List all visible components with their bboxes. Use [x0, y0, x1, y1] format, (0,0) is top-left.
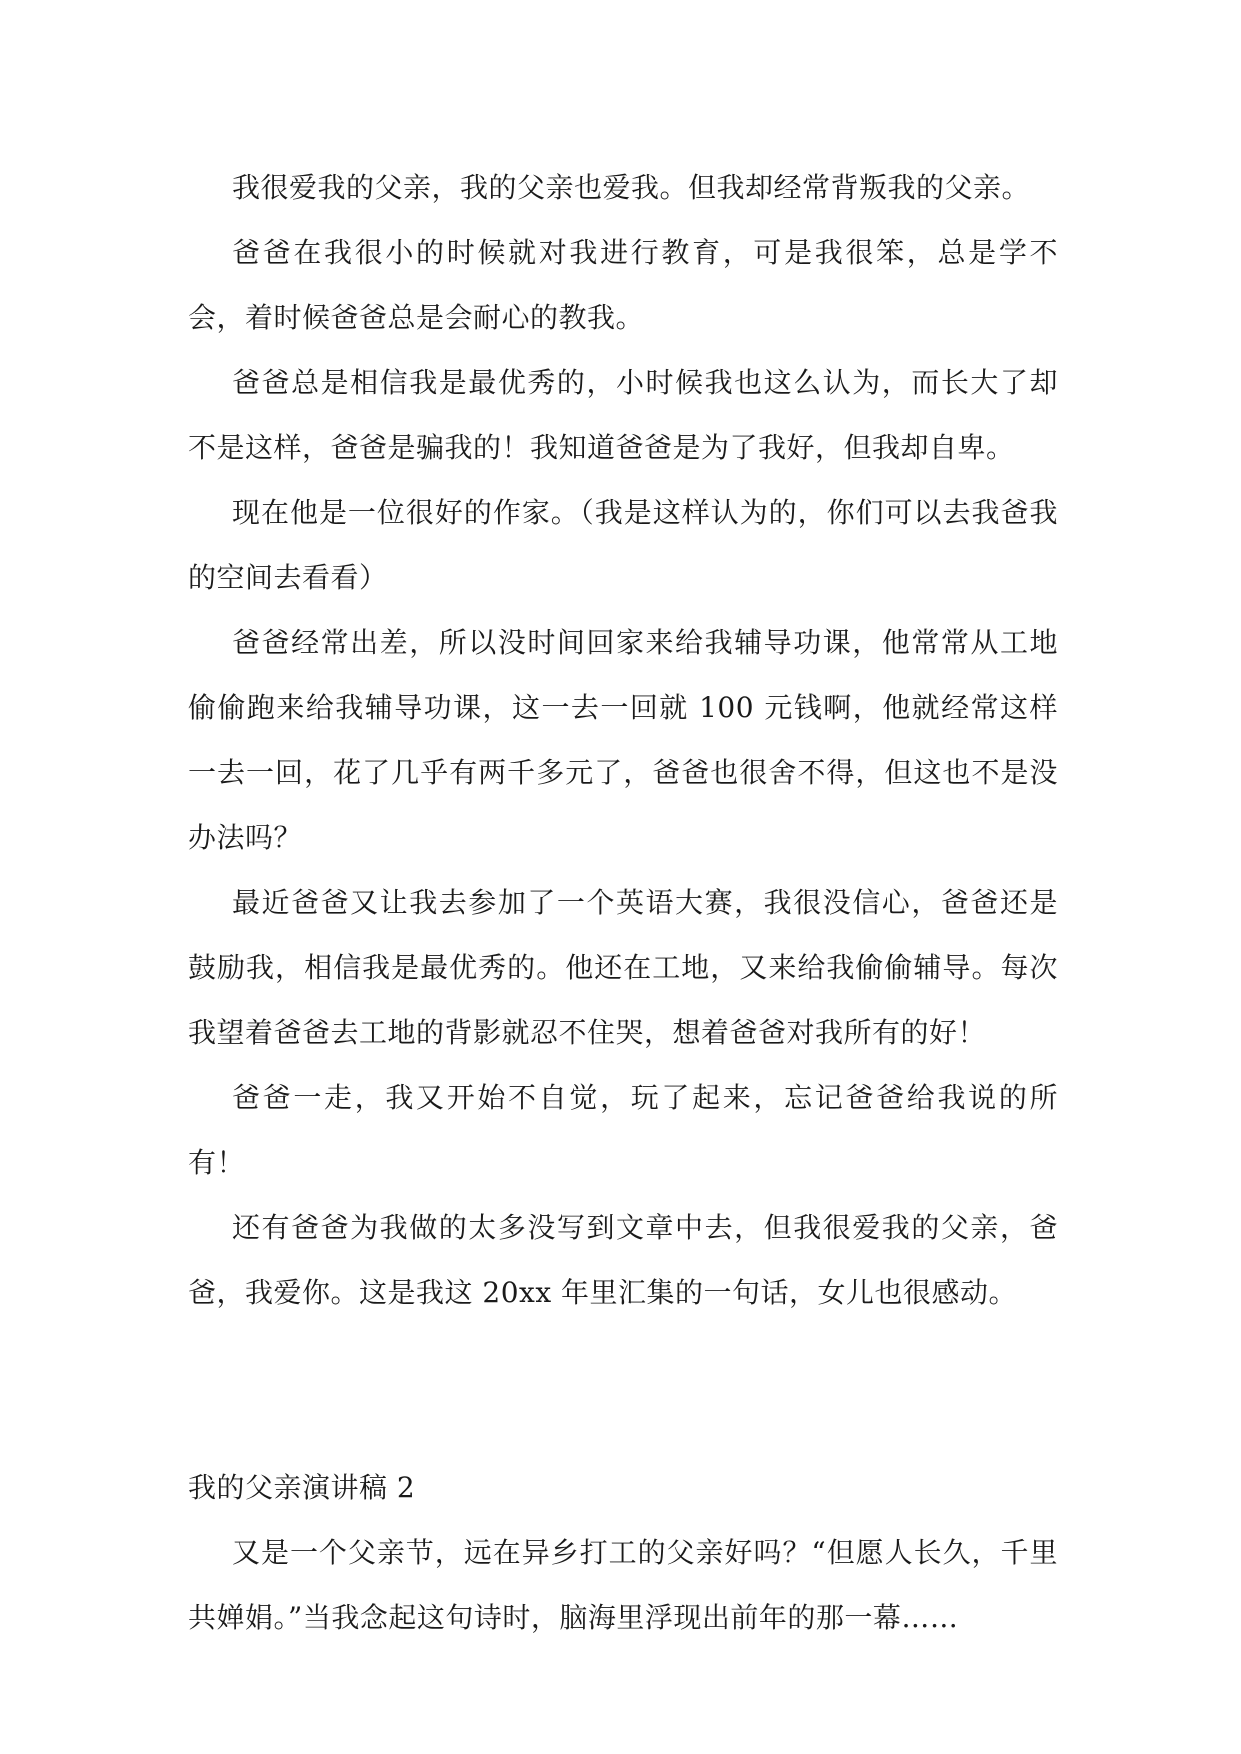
- paragraph: 又是一个父亲节，远在异乡打工的父亲好吗？“但愿人长久，千里共婵娟。”当我念起这句诗时，脑海里浮现出前年的那一幕……: [188, 1536, 1058, 1634]
- paragraph: 爸爸总是相信我是最优秀的，小时候我也这么认为，而长大了却不是这样，爸爸是骗我的！我知道爸爸是为了我好，但我却自卑。: [188, 366, 1058, 464]
- paragraph: 现在他是一位很好的作家。（我是这样认为的，你们可以去我爸我的空间去看看）: [188, 496, 1058, 594]
- paragraph: 爸爸经常出差，所以没时间回家来给我辅导功课，他常常从工地偷偷跑来给我辅导功课，这一去一回就 100 元钱啊，他就经常这样一去一回，花了几乎有两千多元了，爸爸也很舍不得，但这也不是没办法吗？: [188, 626, 1058, 854]
- paragraph: 爸爸一走，我又开始不自觉，玩了起来，忘记爸爸给我说的所有！: [188, 1081, 1058, 1179]
- paragraph: 还有爸爸为我做的太多没写到文章中去，但我很爱我的父亲，爸爸，我爱你。这是我这 20xx 年里汇集的一句话，女儿也很感动。: [188, 1211, 1058, 1309]
- document-body: [188, 155, 1058, 1650]
- section-gap: [188, 1325, 1058, 1455]
- paragraph: 最近爸爸又让我去参加了一个英语大赛，我很没信心，爸爸还是鼓励我，相信我是最优秀的。他还在工地，又来给我偷偷辅导。每次我望着爸爸去工地的背影就忍不住哭，想着爸爸对我所有的好！: [188, 886, 1058, 1049]
- section-heading: 我的父亲演讲稿 2: [188, 1471, 416, 1504]
- paragraph: 爸爸在我很小的时候就对我进行教育，可是我很笨，总是学不会，着时候爸爸总是会耐心的教我。: [188, 236, 1058, 334]
- paragraph: 我很爱我的父亲，我的父亲也爱我。但我却经常背叛我的父亲。: [232, 171, 1031, 204]
